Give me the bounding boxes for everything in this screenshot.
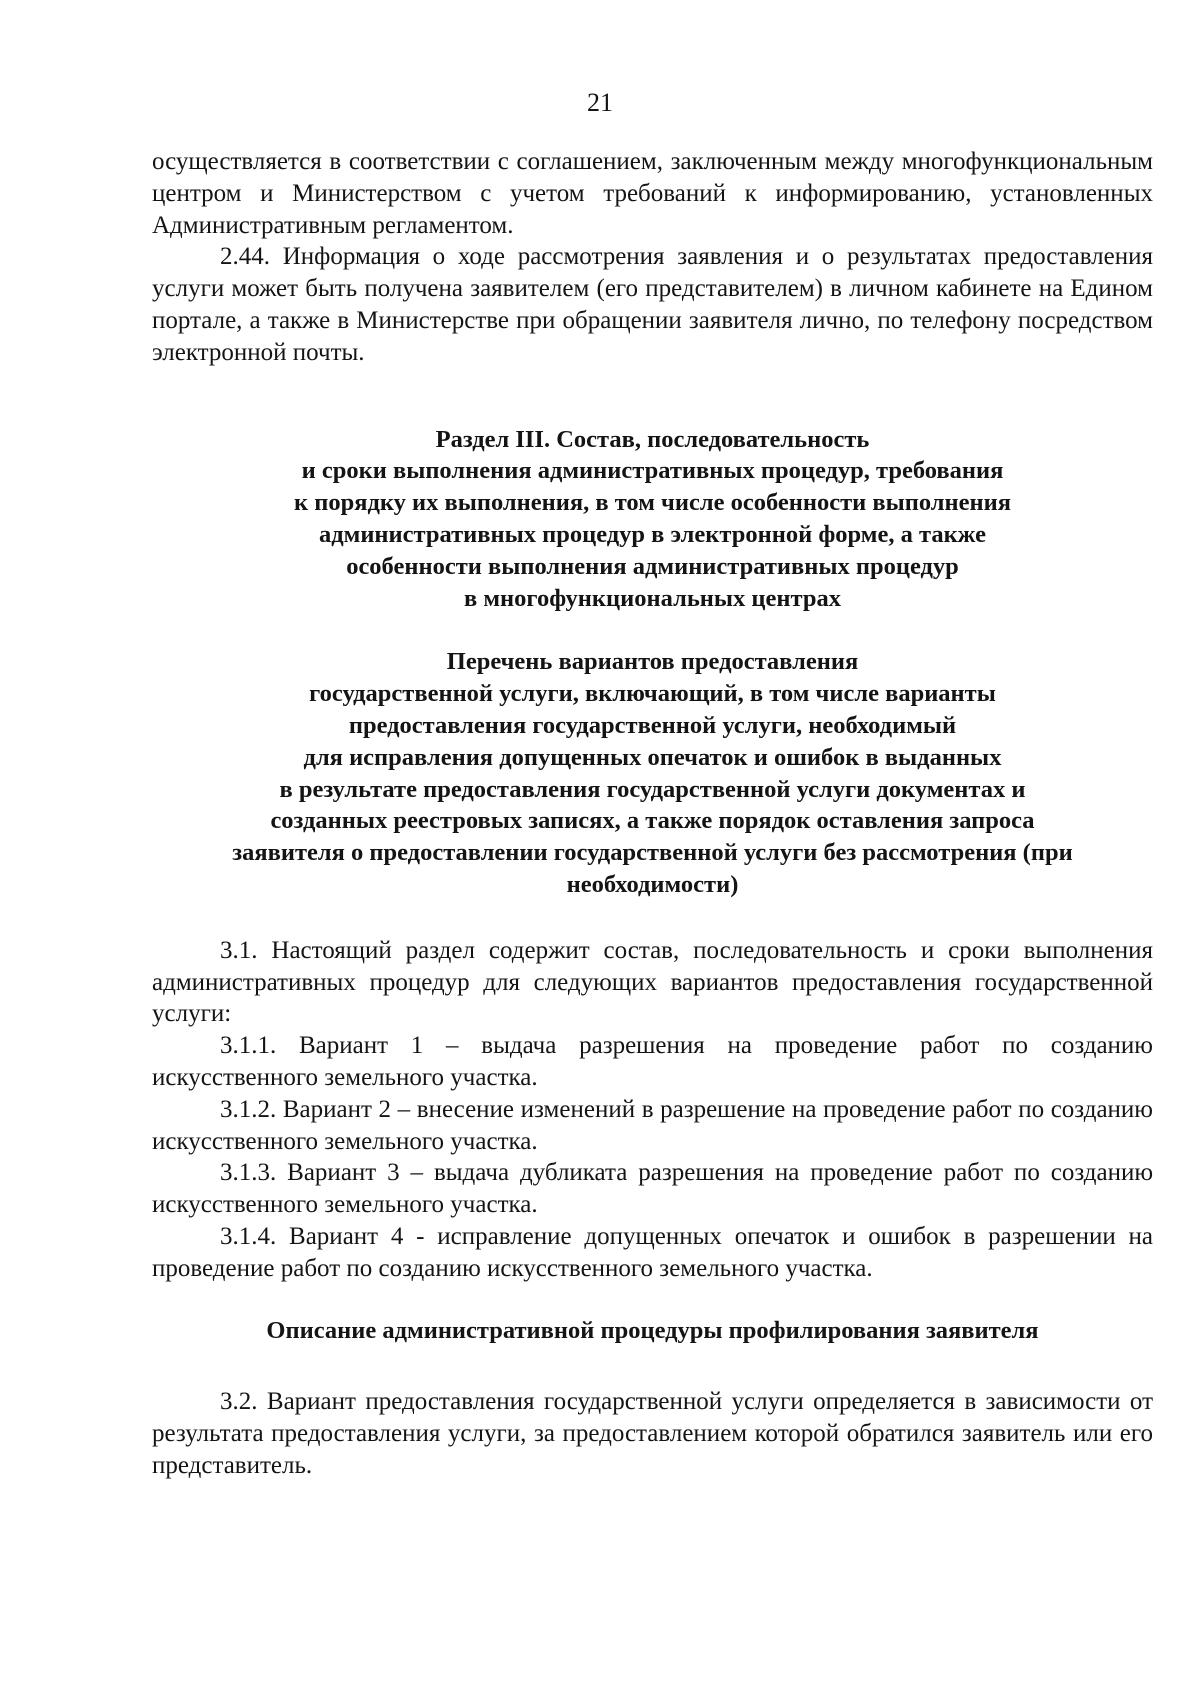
paragraph-2-44: 2.44. Информация о ходе рассмотрения заявления и о результатах предоставления услуги может быть получена заявителем (его представителем) в личном кабинете на Едином портале, а также в Министерстве при обращении заявителя лично, по телефону посредством электронной почты.	[152, 243, 1153, 366]
section-heading-line: Раздел III. Состав, последовательность	[435, 425, 870, 453]
subsection-heading-line: предоставления государственной услуги, необходимый	[348, 711, 957, 739]
description-heading: Описание административной процедуры профилирования заявителя	[266, 1316, 1039, 1344]
paragraph-3-1: 3.1. Настоящий раздел содержит состав, последовательность и сроки выполнения административных процедур для следующих вариантов предоставления государственной услуги:	[152, 936, 1153, 1028]
paragraph-3-1-3: 3.1.3. Вариант 3 – выдача дубликата разрешения на проведение работ по созданию искусственного земельного участка.	[152, 1159, 1153, 1219]
paragraph-continuation: осуществляется в соответствии с соглашением, заключенным между многофункциональным центром и Министерством с учетом требований к информированию, установленных Административным регламентом.	[152, 148, 1153, 239]
subsection-heading-line: Перечень вариантов предоставления	[446, 648, 859, 676]
section-heading-line: административных процедур в электронной форме, а также	[318, 520, 986, 548]
section-heading	[152, 424, 1153, 615]
subsection-heading-line: в результате предоставления государственной услуги документах и	[279, 775, 1026, 803]
section-heading-line: в многофункциональных центрах	[464, 584, 841, 612]
paragraph-3-1-4: 3.1.4. Вариант 4 - исправление допущенных опечаток и ошибок в разрешении на проведение работ по созданию искусственного земельного участка.	[152, 1222, 1153, 1282]
document-body	[152, 146, 1153, 1482]
subsection-heading-line: созданных реестровых записях, а также порядок оставления запроса	[270, 807, 1035, 835]
paragraph-3-1-1: 3.1.1. Вариант 1 – выдача разрешения на проведение работ по созданию искусственного земельного участка.	[152, 1032, 1153, 1091]
page-number: 21	[587, 88, 613, 117]
paragraph-3-1-2: 3.1.2. Вариант 2 – внесение изменений в разрешение на проведение работ по созданию искусственного земельного участка.	[152, 1095, 1153, 1155]
subsection-heading-line: для исправления допущенных опечаток и ошибок в выданных	[303, 743, 1002, 771]
paragraph-3-2: 3.2. Вариант предоставления государственной услуги определяется в зависимости от результата предоставления услуги, за предоставлением которой обратился заявитель или его представитель.	[152, 1388, 1153, 1479]
subsection-heading-line: заявителя о предоставлении государственной услуги без рассмотрения (при	[232, 839, 1073, 867]
section-heading-line: особенности выполнения административных процедур	[346, 552, 959, 580]
subsection-heading	[152, 646, 1153, 900]
section-heading-line: к порядку их выполнения, в том числе особенности выполнения	[293, 489, 1012, 517]
section-heading-line: и сроки выполнения административных процедур, требования	[301, 457, 1004, 485]
subsection-heading-line: необходимости)	[566, 870, 739, 898]
subsection-heading-line: государственной услуги, включающий, в том числе варианты	[309, 680, 996, 708]
